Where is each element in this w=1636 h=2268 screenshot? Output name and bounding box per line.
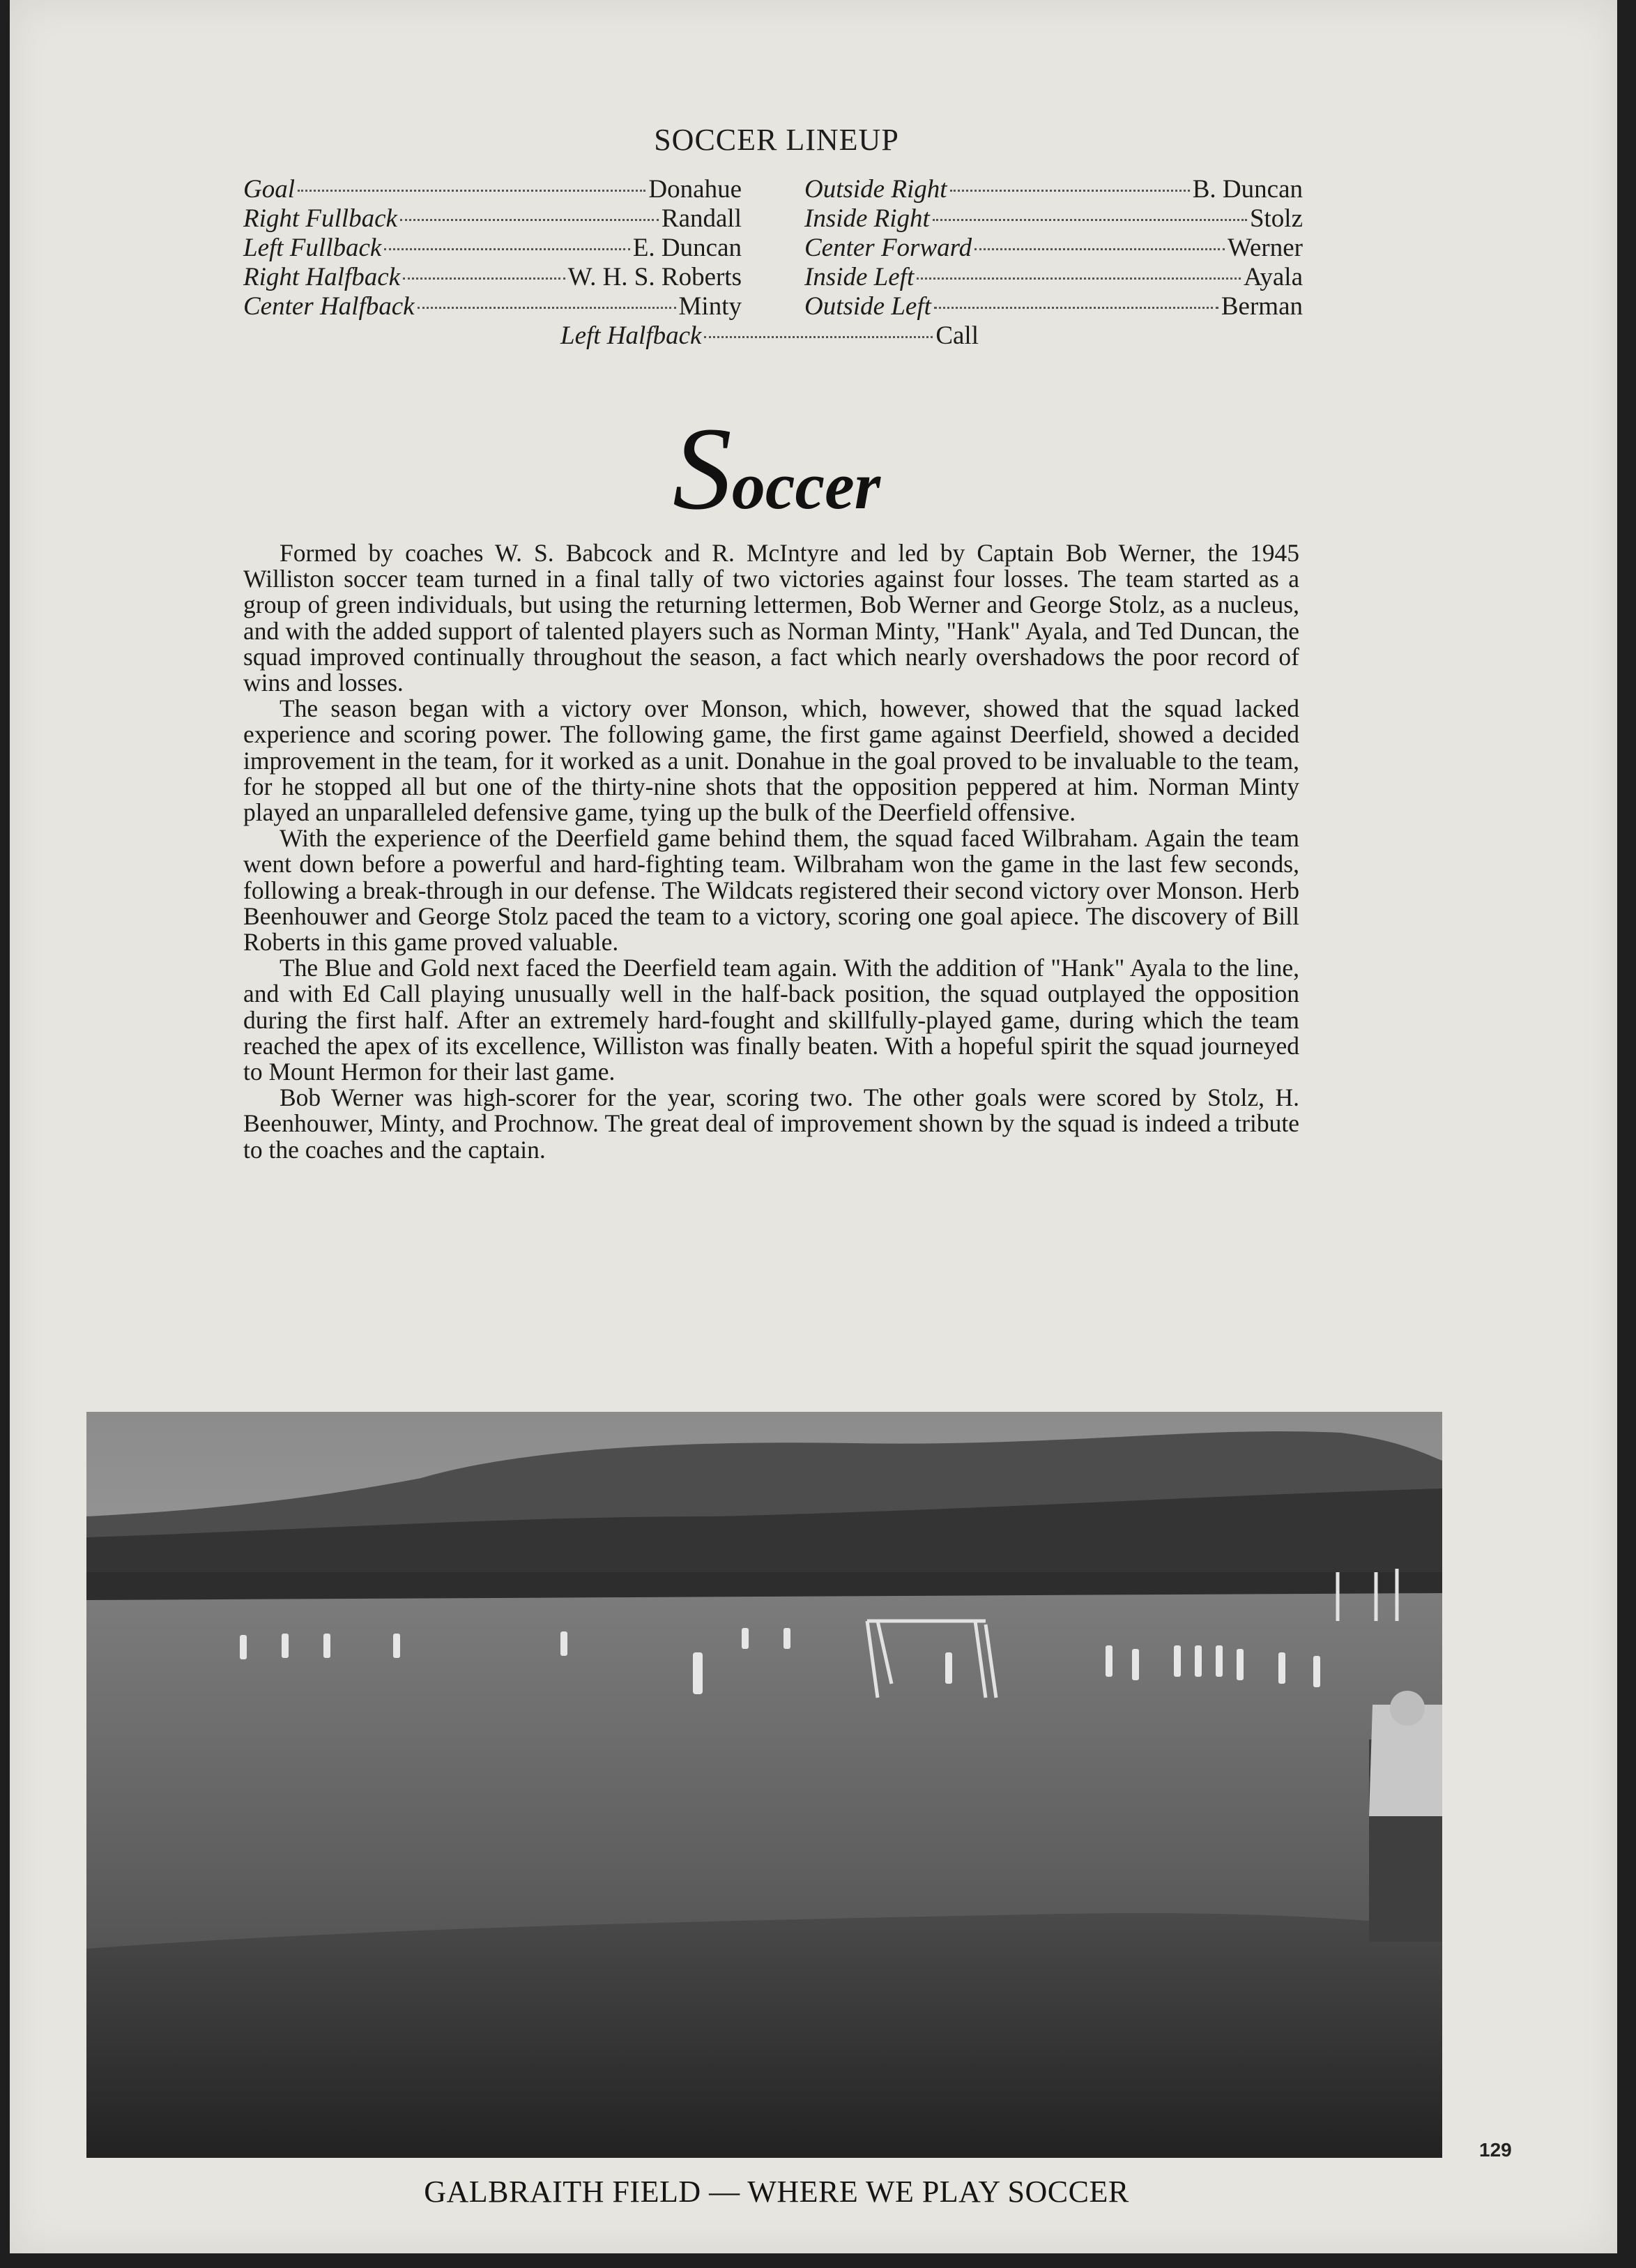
lineup-row <box>243 233 742 262</box>
field-photo <box>86 1412 1442 2158</box>
lineup-player: E. Duncan <box>632 234 742 262</box>
lineup-player: Stolz <box>1249 204 1303 233</box>
leader-dots <box>403 277 565 280</box>
lineup-position: Inside Left <box>804 263 915 291</box>
lineup-row <box>804 233 1303 262</box>
lineup-right-column <box>804 174 1303 321</box>
page-number: 129 <box>1479 2139 1512 2161</box>
leader-dots <box>418 307 676 309</box>
lineup-row <box>243 174 742 204</box>
leader-dots <box>400 219 659 221</box>
lineup-player: Call <box>935 321 979 350</box>
lineup-player: Donahue <box>648 175 742 204</box>
heading-rest: occer <box>731 448 881 523</box>
field-photo-illustration <box>86 1412 1442 2158</box>
lineup-row <box>804 204 1303 233</box>
lineup-position: Right Halfback <box>243 263 401 291</box>
leader-dots <box>974 248 1225 250</box>
leader-dots <box>917 277 1241 280</box>
article-paragraph: Formed by coaches W. S. Babcock and R. McIntyre and led by Captain Bob Werner, the 1945 Williston soccer team turned in a final tally of two victories against four losses. The team started as a group of green individuals, but using the returning lettermen, Bob Werner and George Stolz, as a nucleus, and with the added support of talented players such as Norman Minty, "Hank" Ayala, and Ted Duncan, the squad improved continually throughout the season, a fact which nearly overshadows the poor record of wins and losses. <box>243 539 1299 697</box>
leader-dots <box>384 248 630 250</box>
lineup-row <box>804 174 1303 204</box>
leader-dots <box>934 307 1218 309</box>
article-paragraph: Bob Werner was high-scorer for the year, scoring two. The other goals were scored by Stolz, H. Beenhouwer, Minty, and Prochnow. The great deal of improvement shown by the squad is indeed a tribute to the coaches and the captain. <box>243 1083 1299 1164</box>
heading-initial: S <box>672 403 732 534</box>
lineup-player: W. H. S. Roberts <box>567 263 742 291</box>
lineup-row <box>243 291 742 321</box>
lineup-position: Right Fullback <box>243 204 397 233</box>
lineup-position: Goal <box>243 175 295 204</box>
lineup-player: Ayala <box>1244 263 1303 291</box>
lineup-position: Inside Right <box>804 204 930 233</box>
lineup-row <box>804 291 1303 321</box>
article-body <box>243 540 1299 1163</box>
leader-dots <box>704 336 933 338</box>
article-heading <box>10 401 1543 537</box>
lineup-position: Center Forward <box>804 234 972 262</box>
yearbook-page <box>10 0 1617 2253</box>
article-paragraph: The Blue and Gold next faced the Deerfield team again. With the addition of "Hank" Ayala to the line, and with Ed Call playing unusually well in the half-back position, the squad outplayed the opposition during the first half. After an extremely hard-fought and skillfully-played game, during which the team reached the apex of its excellence, Williston was finally beaten. With a hopeful spirit the squad journeyed to Mount Hermon for their last game. <box>243 954 1299 1086</box>
lineup-position: Outside Left <box>804 292 931 321</box>
lineup-title: SOCCER LINEUP <box>654 123 899 157</box>
leader-dots <box>298 190 645 192</box>
article-paragraph: With the experience of the Deerfield game behind them, the squad faced Wilbraham. Again the team went down before a powerful and hard-fighting team. Wilbraham won the game in the last few seconds, following a break-through in our defense. The Wildcats registered their second victory over Monson. Herb Beenhouwer and George Stolz paced the team to a victory, scoring one goal apiece. The discovery of Bill Roberts in this game proved valuable. <box>243 824 1299 957</box>
lineup-center-row <box>560 321 979 350</box>
lineup-player: B. Duncan <box>1192 175 1303 204</box>
article-paragraph: The season began with a victory over Monson, which, however, showed that the squad lacked experience and scoring power. The following game, the first game against Deerfield, showed a decided improvement in the team, for it worked as a unit. Donahue in the goal proved to be invaluable to the team, for he stopped all but one of the thirty-nine shots that the opposition peppered at him. Norman Minty played an unparalleled defensive game, tying up the bulk of the Deerfield offensive. <box>243 694 1299 827</box>
lineup-position: Left Halfback <box>560 321 702 350</box>
leader-dots <box>950 190 1190 192</box>
lineup-position: Left Fullback <box>243 234 382 262</box>
lineup-row <box>243 262 742 291</box>
lineup-player: Randall <box>661 204 742 233</box>
lineup-row <box>560 321 979 350</box>
lineup-player: Werner <box>1228 234 1303 262</box>
photo-caption: GALBRAITH FIELD — WHERE WE PLAY SOCCER <box>424 2175 1129 2209</box>
lineup-row <box>243 204 742 233</box>
lineup-player: Minty <box>678 292 742 321</box>
leader-dots <box>933 219 1247 221</box>
lineup-left-column <box>243 174 742 321</box>
lineup-player: Berman <box>1221 292 1303 321</box>
lineup-row <box>804 262 1303 291</box>
lineup-position: Center Halfback <box>243 292 415 321</box>
lineup-position: Outside Right <box>804 175 947 204</box>
